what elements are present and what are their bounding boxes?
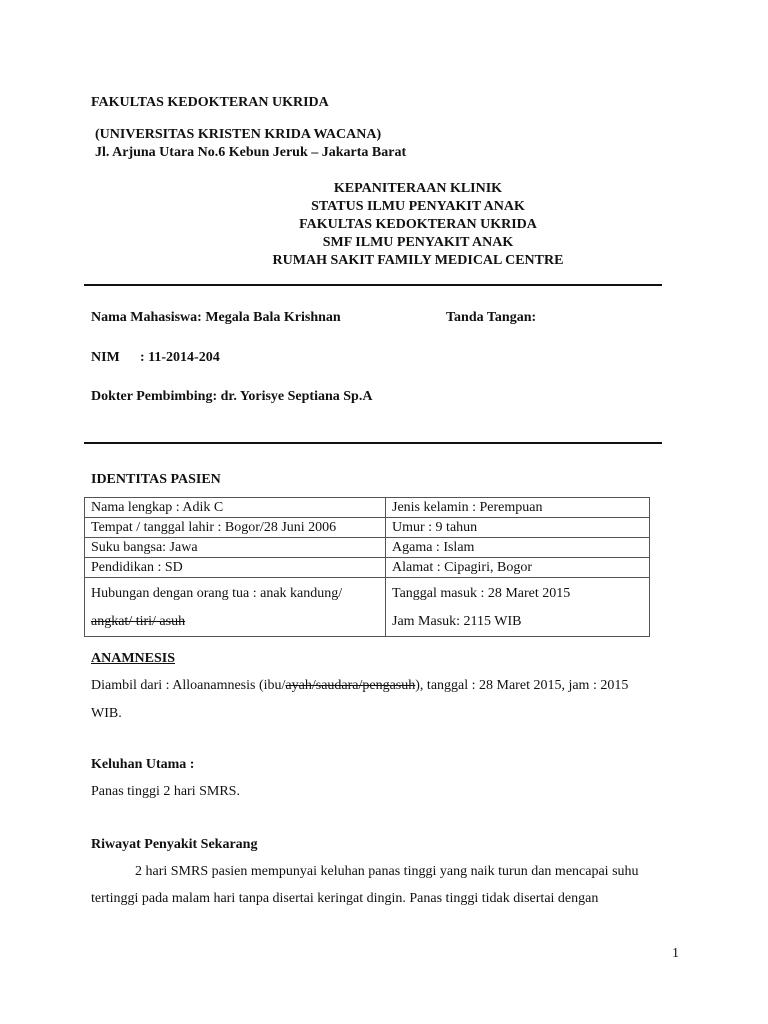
faculty-address: Jl. Arjuna Utara No.6 Kebun Jeruk – Jakarta Barat [95,145,407,160]
table-cell: Umur : 9 tahun [386,518,650,538]
relation-cell [85,578,386,637]
divider-bottom [84,442,662,444]
divider-top [84,284,662,286]
keluhan-text: Panas tinggi 2 hari SMRS. [91,784,240,799]
identitas-table [84,497,650,637]
page-number: 1 [672,946,679,961]
table-row [85,578,650,637]
faculty-title: FAKULTAS KEDOKTERAN UKRIDA [91,95,329,110]
nim-value: : 11-2014-204 [140,350,220,365]
title-line-4: SMF ILMU PENYAKIT ANAK [322,235,514,250]
signature-label: Tanda Tangan: [446,310,537,325]
admission-date: Tanggal masuk : 28 Maret 2015 [392,586,571,601]
riwayat-line-2: tertinggi pada malam hari tanpa disertai keringat dingin. Panas tinggi tidak disertai dengan [91,891,599,906]
source-suffix: ), tanggal : 28 Maret 2015, jam : 2015 [415,678,629,693]
table-row [85,558,650,578]
anamnesis-heading: ANAMNESIS [91,651,176,666]
table-cell: Pendidikan : SD [85,558,386,578]
keluhan-heading: Keluhan Utama : [91,757,195,772]
source-struck: ayah/saudara/pengasuh [285,678,416,693]
table-cell: Jenis kelamin : Perempuan [386,498,650,518]
student-name: Nama Mahasiswa: Megala Bala Krishnan [91,310,341,325]
table-cell: Alamat : Cipagiri, Bogor [386,558,650,578]
relation-struck: angkat/ tiri/ asuh [91,614,186,629]
identitas-heading: IDENTITAS PASIEN [91,472,221,487]
riwayat-line-1: 2 hari SMRS pasien mempunyai keluhan panas tinggi yang naik turun dan mencapai suhu [135,864,639,879]
table-cell: Nama lengkap : Adik C [85,498,386,518]
anamnesis-source-line2: WIB. [91,706,122,721]
university-name: (UNIVERSITAS KRISTEN KRIDA WACANA) [95,127,382,142]
table-row [85,518,650,538]
admission-cell [386,578,650,637]
title-line-3: FAKULTAS KEDOKTERAN UKRIDA [299,217,537,232]
source-prefix: Diambil dari : Alloanamnesis (ibu/ [91,678,286,693]
nim-label: NIM [91,350,120,365]
table-cell: Tempat / tanggal lahir : Bogor/28 Juni 2006 [85,518,386,538]
admission-time: Jam Masuk: 2115 WIB [392,614,522,629]
table-cell: Suku bangsa: Jawa [85,538,386,558]
title-line-5: RUMAH SAKIT FAMILY MEDICAL CENTRE [272,253,564,268]
anamnesis-source [91,678,628,694]
riwayat-heading: Riwayat Penyakit Sekarang [91,837,258,852]
table-row [85,498,650,518]
title-line-1: KEPANITERAAN KLINIK [333,181,503,196]
table-row [85,538,650,558]
title-line-2: STATUS ILMU PENYAKIT ANAK [311,199,525,214]
supervisor: Dokter Pembimbing: dr. Yorisye Septiana Sp.A [91,389,373,404]
relation-label: Hubungan dengan orang tua : anak kandung/ [91,586,343,601]
table-cell: Agama : Islam [386,538,650,558]
